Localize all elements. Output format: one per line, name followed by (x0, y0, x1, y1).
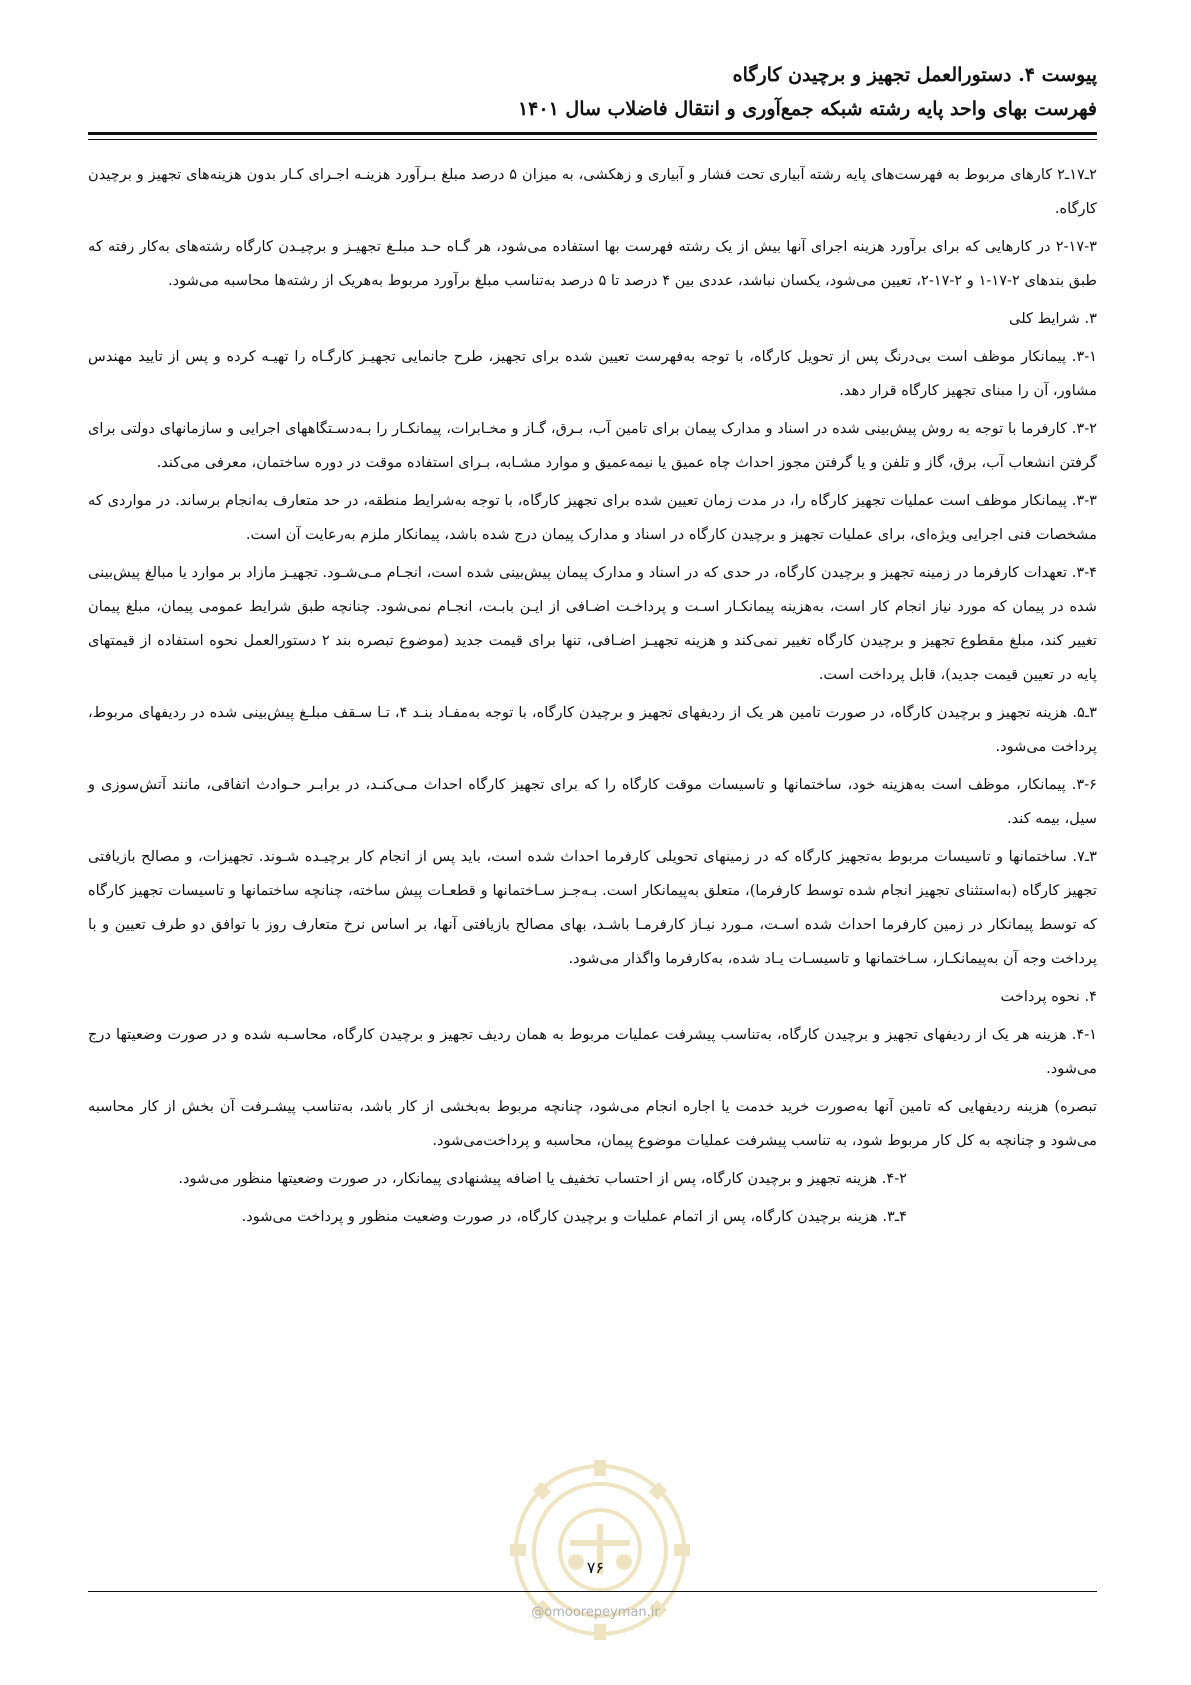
paragraph-3-7: ۳ـ۷. ساختمانها و تاسیسات مربوط به‌تجهیز کارگاه که در زمینهای تحویلی کارفرما احداث شده است، باید پس از انجام کار برچیـده شـوند. تجهیزات، و مصالح بازیافتی تجهیز کارگاه (به‌استثنای تجهیز انجام شده توسط کارفرما)، متعلق به‌پیمانکار است. بـه‌جـز سـاختمانها و قطعـات پیش ساخته، چنانچه ساختمانها و تاسیسات تجهیز کارگاه که توسط پیمانکار در زمین کارفرما احداث شده اسـت، مـورد نیـاز کارفرمـا باشـد، بهای مصالح بازیافتی آنها، بر اساس نرخ متعارف روز با توافق دو طرف تعیین و با پرداخت وجه آن به‌پیمانکـار، سـاختمانها و تاسیسـات یـاد شده، به‌کارفرما واگذار می‌شود. (88, 848, 1097, 967)
body-text (88, 158, 1097, 1238)
paragraph-3-1: ۳-۱. پیمانکار موظف است بی‌درنگ پس از تحویل کارگاه، با توجه به‌فهرست تعیین شده برای تجهیز، طرح جانمایی تجهیـز کارگـاه را تهیـه کرده و پس از تایید مهندس مشاور، آن را مبنای تجهیز کارگاه قرار دهد. (88, 348, 1097, 399)
paragraph-3-5: ۳ـ۵. هزینه تجهیز و برچیدن کارگاه، در صورت تامین هر یک از ردیفهای تجهیز و برچیدن کارگاه، با توجه به‌مفـاد بنـد ۴، تـا سـقف مبلـغ پیش‌بینی شده در ردیفهای مربوط، پرداخت می‌شود. (88, 704, 1097, 755)
paragraph-3-6: ۳-۶. پیمانکار، موظف است به‌هزینه خود، ساختمانها و تاسیسات موقت کارگاه را که برای تجهیز کارگاه احداث مـی‌کنـد، در برابـر حـوادث اتفاقی، مانند آتش‌سوزی و سیل، بیمه کند. (88, 776, 1097, 827)
header-title: پیوست ۴. دستورالعمل تجهیز و برچیدن کارگاه (732, 64, 1097, 86)
page-header (94, 58, 1097, 126)
header-rule-thick (88, 132, 1097, 135)
paragraph-4-3: ۴ـ۳. هزینه برچیدن کارگاه، پس از اتمام عملیات و برچیدن کارگاه، در صورت وضعیت منظور و پرداخت می‌شود. (241, 1208, 907, 1225)
paragraph-3-3: ۳-۳. پیمانکار موظف است عملیات تجهیز کارگاه را، در مدت زمان تعیین شده برای تجهیز کارگاه، با توجه به‌شرایط منطقه، در حد متعارف به‌انجام برساند. در مواردی که مشخصات فنی اجرایی ویژه‌ای، برای عملیات تجهیز و برچیدن کارگاه در اسناد و مدارک پیمان درج شده باشد، پیمانکار ملزم به‌رعایت آن است. (88, 492, 1097, 543)
header-rule-thin (88, 139, 1097, 140)
paragraph-3-4: ۳-۴. تعهدات کارفرما در زمینه تجهیز و برچیدن کارگاه، در حدی که در اسناد و مدارک پیمان پیش‌بینی شده است، انجـام مـی‌شـود. تجهیـز مازاد بر موارد یا مبالغ پیش‌بینی شده در پیمان که مورد نیاز انجام کار است، به‌هزینه پیمانکـار اسـت و پرداخـت اضـافی از ایـن بابـت، انجـام نمی‌شود. چنانچه طبق شرایط عمومی پیمان، مبلغ پیمان تغییر کند، مبلغ مقطوع تجهیز و برچیدن کارگاه تغییر نمی‌کند و هزینه تجهیـز اضـافی، تنها برای قیمت جدید (موضوع تبصره بند ۲ دستورالعمل نحوه استفاده از قیمتهای پایه در تعیین قیمت جدید)، قابل پرداخت است. (88, 564, 1097, 683)
seal-icon (500, 1440, 700, 1670)
paragraph-3-2: ۳-۲. کارفرما با توجه به روش پیش‌بینی شده در اسناد و مدارک پیمان برای تامین آب، بـرق، گـاز و مخـابرات، پیمانکـار را بـه‌دسـتگاههای اجرایی و سازمانهای دولتی برای گرفتن انشعاب آب، برق، گاز و تلفن و یا گرفتن مجوز احداث چاه عمیق یا نیمه‌عمیق و موارد مشـابه، بـرای استفاده موقت در دوره ساختمان، معرفی می‌کند. (88, 420, 1097, 471)
paragraph-note: تبصره) هزینه ردیفهایی که تامین آنها به‌صورت خرید خدمت یا اجاره انجام می‌شود، چنانچه مربوط به‌بخشی از کار باشد، به‌تناسب پیشـرفت آن بخش از کار محاسبه می‌شود و چنانچه به کل کار مربوط شود، به تناسب پیشرفت عملیات موضوع پیمان، محاسبه و پرداخت‌می‌شود. (88, 1098, 1097, 1149)
header-subtitle: فهرست بهای واحد پایه رشته شبکه جمع‌آوری و انتقال فاضلاب سال ۱۴۰۱ (517, 98, 1097, 120)
section-heading-3: ۳. شرایط کلی (1009, 310, 1097, 327)
section-heading-4: ۴. نحوه پرداخت (1000, 988, 1097, 1005)
footer-site-link[interactable]: @omoorepeyman.ir (531, 1605, 660, 1620)
footer-rule (88, 1591, 1097, 1592)
paragraph-2-17-3: ۲-۱۷-۳ در کارهایی که برای برآورد هزینه اجرای آنها بیش از یک رشته فهرست بها استفاده می‌شود، هر گـاه حـد مبلـغ تجهیـز و برچیـدن کارگاه رشته‌های به‌کار رفته که طبق بندهای ۲-۱۷-۱ و ۲-۱۷-۲، تعیین می‌شود، یکسان نباشد، عددی بین ۴ درصد تا ۵ درصد به‌تناسب مبلغ برآورد مربوط به‌هریک از رشته‌ها محاسبه می‌شود. (88, 238, 1097, 289)
paragraph-2-17-2: ۲ـ۱۷ـ۲ کارهای مربوط به فهرست‌های پایه رشته آبیاری تحت فشار و آبیاری و زهکشی، به میزان ۵ درصد مبلغ بـرآورد هزینـه اجـرای کـار بدون هزینه‌های تجهیز و برچیدن کارگاه. (88, 166, 1097, 217)
page-number: ۷۶ (586, 1558, 605, 1577)
paragraph-4-1: ۴-۱. هزینه هر یک از ردیفهای تجهیز و برچیدن کارگاه، به‌تناسب پیشرفت عملیات مربوط به همان ردیف تجهیز و برچیدن کارگاه، محاسـبه شده و در صورت وضعیتها درج می‌شود. (88, 1026, 1097, 1077)
paragraph-4-2: ۴-۲. هزینه تجهیز و برچیدن کارگاه، پس از احتساب تخفیف یا اضافه پیشنهادی پیمانکار، در صورت وضعیتها منظور می‌شود. (178, 1170, 907, 1187)
watermark-seal-logo (500, 1440, 700, 1670)
